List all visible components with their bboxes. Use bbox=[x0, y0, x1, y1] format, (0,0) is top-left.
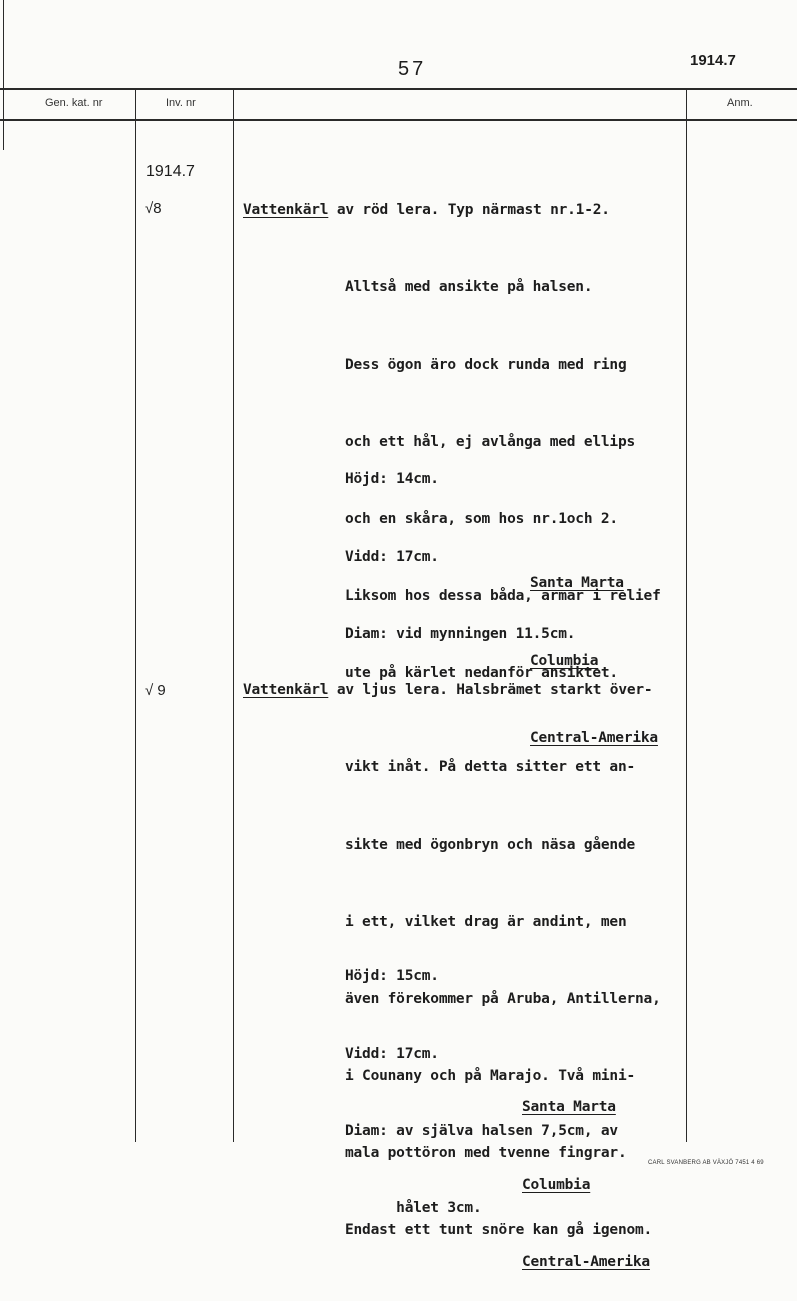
inventory-number: √ 9 bbox=[145, 682, 166, 699]
locality-line: Central-Amerika bbox=[530, 729, 658, 746]
description-line: Liksom hos dessa båda, armar i relief bbox=[345, 587, 661, 604]
measurement-line: Höjd: 15cm. bbox=[345, 968, 439, 985]
description-line: även förekommer på Aruba, Antillerna, bbox=[345, 990, 661, 1007]
entry-first-line bbox=[243, 198, 610, 224]
column-rule-inv bbox=[233, 88, 234, 1142]
description-line: Dess ögon äro dock runda med ring bbox=[345, 356, 627, 373]
column-header-gen: Gen. kat. nr bbox=[45, 97, 103, 109]
description-line: och en skåra, som hos nr.1och 2. bbox=[345, 510, 618, 527]
description-line: mala pottöron med tvenne fingrar. bbox=[345, 1144, 627, 1161]
object-term: Vattenkärl bbox=[243, 682, 329, 698]
description-line: och ett hål, ej avlånga med ellips bbox=[345, 433, 636, 450]
measurement-line: Diam: av själva halsen 7,5cm, av bbox=[345, 1122, 618, 1139]
locality-line: Columbia bbox=[530, 652, 599, 669]
header-top-rule bbox=[0, 88, 797, 90]
description-line: i ett, vilket drag är andint, men bbox=[345, 913, 627, 930]
measurement-line: hålet 3cm. bbox=[345, 1199, 482, 1216]
column-header-anm: Anm. bbox=[727, 97, 753, 109]
description-line: i Counany och på Marajo. Två mini- bbox=[345, 1067, 636, 1084]
description-line: ute på kärlet nedanför ansiktet. bbox=[345, 664, 618, 681]
description-line: Alltså med ansikte på halsen. bbox=[345, 279, 593, 296]
measurement-line: Diam: vid mynningen 11.5cm. bbox=[345, 625, 576, 642]
printer-imprint: CARL SVANBERG AB VÄXJÖ 7451 4 69 bbox=[648, 1160, 764, 1166]
locality-line: Columbia bbox=[522, 1176, 591, 1193]
header-bottom-rule bbox=[0, 119, 797, 121]
description-line: vikt inåt. På detta sitter ett an- bbox=[345, 759, 636, 776]
entry-description-start: av ljus lera. Halsbrämet starkt över- bbox=[328, 682, 653, 698]
page-reference: 1914.7 bbox=[690, 52, 736, 69]
column-rule-gen bbox=[135, 88, 136, 1142]
locality-line: Central-Amerika bbox=[522, 1253, 650, 1270]
page-number: 57 bbox=[398, 58, 427, 80]
object-term: Vattenkärl bbox=[243, 202, 329, 218]
description-line: sikte med ögonbryn och näsa gående bbox=[345, 836, 636, 853]
column-rule-anm bbox=[686, 88, 687, 1142]
locality-line: Santa Marta bbox=[522, 1099, 616, 1116]
measurement-line: Vidd: 17cm. bbox=[345, 548, 439, 565]
entry-description-start: av röd lera. Typ närmast nr.1-2. bbox=[328, 202, 610, 218]
entry-group-number: 1914.7 bbox=[146, 163, 195, 180]
entry-first-line bbox=[243, 678, 652, 704]
measurement-line: Höjd: 14cm. bbox=[345, 471, 439, 488]
inventory-number: √8 bbox=[145, 200, 162, 217]
column-header-inv: Inv. nr bbox=[166, 97, 196, 109]
entry-locality bbox=[522, 1044, 650, 1301]
measurement-line: Vidd: 17cm. bbox=[345, 1045, 439, 1062]
left-margin-rule bbox=[3, 0, 4, 150]
locality-line: Santa Marta bbox=[530, 575, 624, 592]
description-line: Endast ett tunt snöre kan gå igenom. bbox=[345, 1222, 653, 1239]
